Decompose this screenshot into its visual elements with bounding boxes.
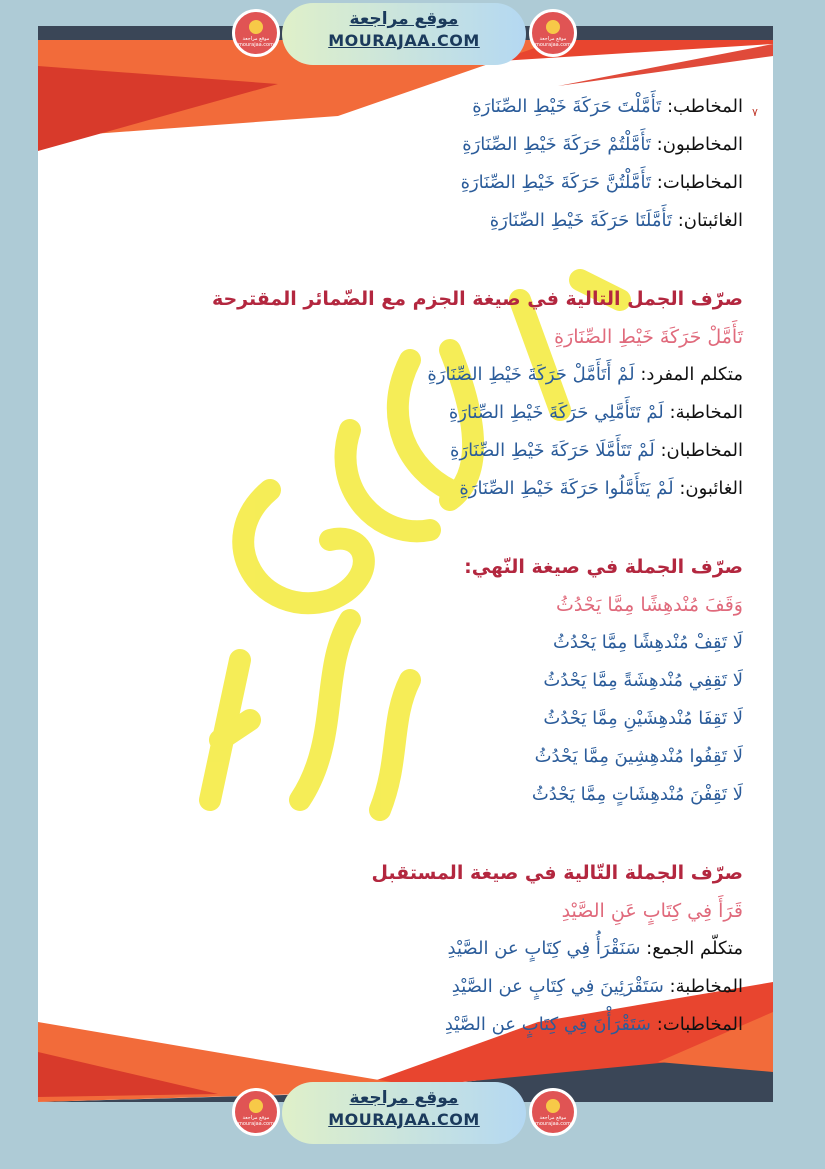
section-subtitle: تَأَمَّلْ حَرَكَةَ خَيْطِ الصِّنَارَةِ bbox=[554, 326, 743, 348]
conjugation-line: لَا تَقِفُوا مُنْدهِشِينَ مِمَّا يَحْدُثُ bbox=[534, 746, 743, 767]
section-heading: صرّف الجملة في صيغة النّهي: bbox=[464, 556, 743, 578]
section-subtitle: وَقَفَ مُنْدهِشًا مِمَّا يَحْدُثُ bbox=[555, 594, 743, 616]
exercise-content bbox=[143, 88, 743, 1044]
logo-caption: موقع مراجعة mourajaa.com bbox=[534, 1115, 571, 1127]
site-link[interactable] bbox=[282, 3, 526, 65]
site-domain: MOURAJAA.COM bbox=[328, 31, 480, 50]
conjugation-line: المخاطب: تَأَمَّلْتَ حَرَكَةَ خَيْطِ الصِّنَارَةِ bbox=[472, 96, 743, 117]
site-logo-icon[interactable] bbox=[232, 1088, 280, 1136]
site-domain: MOURAJAA.COM bbox=[328, 1110, 480, 1129]
conjugation-line: الغائبتان: تَأَمَّلَتَا حَرَكَةَ خَيْطِ الصِّنَارَةِ bbox=[489, 210, 743, 231]
site-link[interactable] bbox=[282, 1082, 526, 1144]
conjugation-line: المخاطبات: تَأَمَّلْتُنَّ حَرَكَةَ خَيْطِ الصِّنَارَةِ bbox=[460, 172, 743, 193]
site-logo-icon[interactable] bbox=[529, 9, 577, 57]
site-arabic-name: موقع مراجعة bbox=[349, 9, 459, 29]
logo-caption: موقع مراجعة mourajaa.com bbox=[237, 1115, 274, 1127]
conjugation-line: الغائبون: لَمْ يَتَأَمَّلُوا حَرَكَةَ خَيْطِ الصِّنَارَةِ bbox=[459, 478, 743, 499]
page-number: ٧ bbox=[752, 106, 758, 119]
conjugation-line: المخاطبان: لَمْ تَتَأَمَّلَا حَرَكَةَ خَيْطِ الصِّنَارَةِ bbox=[450, 440, 743, 461]
conjugation-line: لَا تَقِفَا مُنْدهِشَيْنِ مِمَّا يَحْدُثُ bbox=[543, 708, 743, 729]
site-logo-icon[interactable] bbox=[232, 9, 280, 57]
header-site-badge bbox=[0, 3, 825, 63]
conjugation-line: لَا تَقِفْنَ مُنْدهِشَاتٍ مِمَّا يَحْدُثُ bbox=[531, 784, 743, 805]
conjugation-line: المخاطبة: لَمْ تَتَأَمَّلِي حَرَكَةَ خَيْطِ الصِّنَارَةِ bbox=[448, 402, 743, 423]
conjugation-line: المخاطبات: سَتَقْرَأْنَ فِي كِتَابٍ عن الصَّيْدِ bbox=[444, 1014, 743, 1035]
logo-caption: موقع مراجعة mourajaa.com bbox=[534, 36, 571, 48]
section-subtitle: قَرَأَ فِي كِتَابٍ عَنِ الصَّيْدِ bbox=[561, 900, 743, 922]
footer-site-badge bbox=[0, 1082, 825, 1142]
conjugation-line: متكلّم الجمع: سَنَقْرَأُ فِي كِتَابٍ عن الصَّيْدِ bbox=[447, 938, 743, 959]
conjugation-line: لَا تَقِفْ مُنْدهِشًا مِمَّا يَحْدُثُ bbox=[552, 632, 743, 653]
logo-caption: موقع مراجعة mourajaa.com bbox=[237, 36, 274, 48]
section-heading: صرّف الجمل التالية في صيغة الجزم مع الضّمائر المقترحة bbox=[211, 288, 743, 310]
conjugation-line: المخاطبون: تَأَمَّلْتُمْ حَرَكَةَ خَيْطِ الصِّنَارَةِ bbox=[462, 134, 743, 155]
site-logo-icon[interactable] bbox=[529, 1088, 577, 1136]
conjugation-line: متكلم المفرد: لَمْ أَتَأَمَّلْ حَرَكَةَ خَيْطِ الصِّنَارَةِ bbox=[427, 364, 743, 385]
site-arabic-name: موقع مراجعة bbox=[349, 1088, 459, 1108]
conjugation-line: المخاطبة: سَتَقْرَئِينَ فِي كِتَابٍ عن الصَّيْدِ bbox=[451, 976, 743, 997]
section-heading: صرّف الجملة التّالية في صيغة المستقبل bbox=[371, 862, 743, 884]
conjugation-line: لَا تَقِفِي مُنْدهِشَةً مِمَّا يَحْدُثُ bbox=[543, 670, 743, 691]
